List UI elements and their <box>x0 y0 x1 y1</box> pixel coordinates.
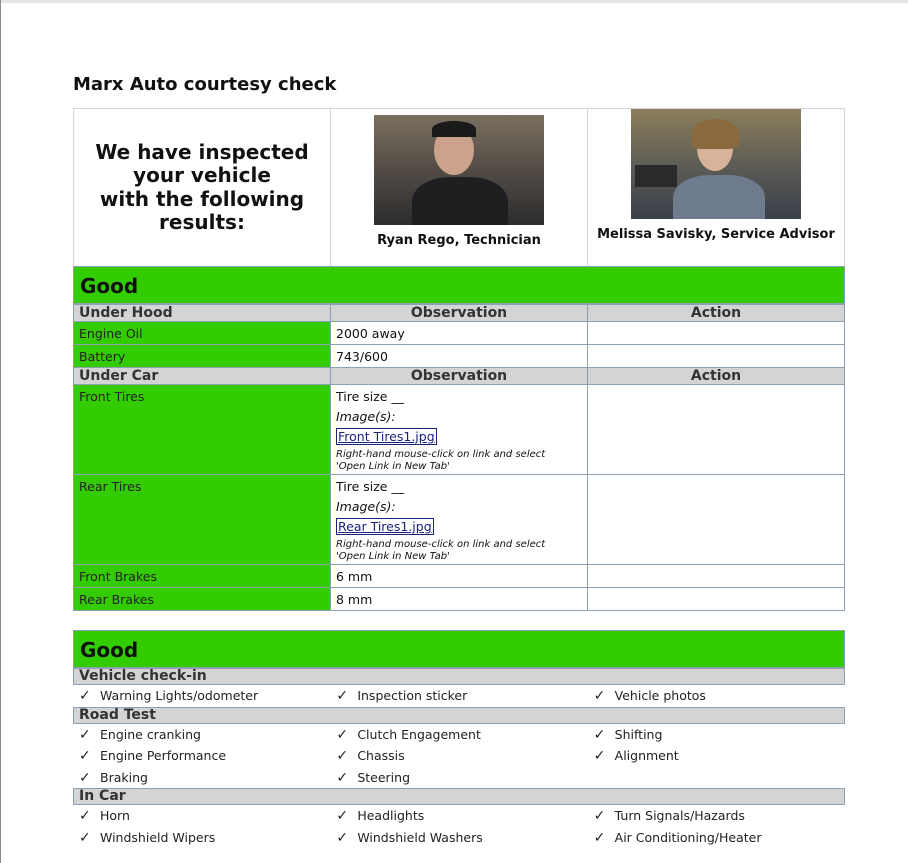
item-label: Front Tires <box>74 385 331 475</box>
list-item <box>73 685 330 707</box>
list-item <box>330 745 587 767</box>
check-list <box>73 805 845 848</box>
check-label: Turn Signals/Hazards <box>614 808 745 823</box>
check-label: Horn <box>100 808 130 823</box>
list-item <box>588 827 845 849</box>
results-section-1 <box>73 266 845 611</box>
checkmark-icon: ✓ <box>79 748 91 764</box>
checkmark-icon: ✓ <box>79 688 91 704</box>
observation-value: 6 mm <box>331 565 588 588</box>
checkmark-icon: ✓ <box>336 808 349 824</box>
observation-value: 8 mm <box>331 588 588 611</box>
check-label: Warning Lights/odometer <box>100 688 259 703</box>
front-tires-image-link[interactable]: Front Tires1.jpg <box>338 429 435 444</box>
technician-cell <box>331 109 588 267</box>
list-item <box>588 805 845 827</box>
action-value <box>588 345 845 368</box>
header-table <box>73 108 845 267</box>
list-item <box>330 805 587 827</box>
action-value <box>588 385 845 475</box>
list-item <box>73 745 330 767</box>
observation-cell <box>331 475 588 565</box>
table-row <box>74 385 845 475</box>
group-header-road-test: Road Test <box>73 707 845 724</box>
column-header-action: Action <box>588 368 845 385</box>
intro-cell <box>74 109 331 267</box>
list-item <box>330 685 587 707</box>
table-row <box>74 475 845 565</box>
check-label: Air Conditioning/Heater <box>614 829 762 845</box>
item-label: Rear Brakes <box>74 588 331 611</box>
intro-line: with the following <box>99 186 305 211</box>
item-label: Front Brakes <box>74 565 331 588</box>
check-label: Windshield Wipers <box>100 829 216 845</box>
list-item <box>588 745 845 767</box>
checkmark-icon: ✓ <box>593 688 606 704</box>
rear-tires-image-link[interactable]: Rear Tires1.jpg <box>338 519 432 534</box>
list-item <box>73 767 330 789</box>
intro-line: We have inspected <box>95 139 309 164</box>
check-label: Vehicle photos <box>614 688 706 703</box>
table-row <box>74 565 845 588</box>
checkmark-icon: ✓ <box>336 769 349 786</box>
checkmark-icon: ✓ <box>336 726 349 743</box>
checkmark-icon: ✓ <box>79 769 91 786</box>
group-header-vehicle-check-in: Vehicle check-in <box>73 668 845 685</box>
check-label: Alignment <box>614 748 679 763</box>
hint-line: Right-hand mouse-click on link and select <box>336 449 546 460</box>
check-label: Engine cranking <box>100 726 201 742</box>
item-label: Engine Oil <box>74 322 331 345</box>
group-header-in-car: In Car <box>73 788 845 805</box>
advisor-photo <box>631 109 801 219</box>
advisor-name: Melissa Savisky, Service Advisor <box>597 227 835 242</box>
checkmark-icon: ✓ <box>593 829 606 846</box>
table-row <box>74 588 845 611</box>
checkmark-icon: ✓ <box>79 829 91 846</box>
list-item <box>330 827 587 849</box>
table-row <box>74 345 845 368</box>
observation-value: 743/600 <box>331 345 588 368</box>
check-label: Clutch Engagement <box>357 726 481 742</box>
hint-line: 'Open Link in New Tab' <box>336 551 450 562</box>
check-label: Braking <box>100 769 148 785</box>
check-label: Headlights <box>357 808 425 823</box>
list-item <box>330 767 587 789</box>
top-edge <box>0 0 908 3</box>
technician-photo <box>374 115 544 225</box>
list-item <box>73 805 330 827</box>
checkmark-icon: ✓ <box>79 726 91 743</box>
checkmark-icon: ✓ <box>593 808 606 824</box>
left-edge <box>0 0 1 863</box>
observation-cell <box>331 385 588 475</box>
action-value <box>588 565 845 588</box>
check-label: Inspection sticker <box>357 688 468 703</box>
list-item <box>588 685 845 707</box>
check-list <box>73 724 845 789</box>
images-label: Image(s): <box>336 409 396 424</box>
list-item <box>73 724 330 746</box>
status-header: Good <box>73 630 845 668</box>
results-section-2 <box>73 630 845 848</box>
group-header-under-hood: Under Hood <box>74 305 331 322</box>
list-item <box>330 724 587 746</box>
check-label: Engine Performance <box>100 748 227 763</box>
check-label: Steering <box>357 769 411 785</box>
checkmark-icon: ✓ <box>593 726 606 743</box>
item-label: Rear Tires <box>74 475 331 565</box>
check-list <box>73 685 845 707</box>
intro-line: results: <box>159 210 245 234</box>
column-header-action: Action <box>588 305 845 322</box>
status-header: Good <box>73 266 845 304</box>
column-header-observation: Observation <box>331 368 588 385</box>
group-header-under-car: Under Car <box>74 368 331 385</box>
checkmark-icon: ✓ <box>79 808 91 824</box>
action-value <box>588 588 845 611</box>
checkmark-icon: ✓ <box>336 688 349 704</box>
check-label: Shifting <box>614 726 663 742</box>
intro-line: your vehicle <box>133 163 271 187</box>
observation-value: 2000 away <box>331 322 588 345</box>
table-row <box>74 322 845 345</box>
list-item <box>73 827 330 849</box>
technician-name: Ryan Rego, Technician <box>377 233 541 248</box>
advisor-cell <box>588 109 845 267</box>
header-block <box>73 108 845 267</box>
action-value <box>588 475 845 565</box>
hint-line: Right-hand mouse-click on link and select <box>336 539 546 550</box>
link-hint <box>336 449 587 473</box>
images-label: Image(s): <box>336 499 396 514</box>
tire-size-text: Tire size __ <box>336 389 404 404</box>
list-item <box>588 724 845 746</box>
checkmark-icon: ✓ <box>336 748 349 764</box>
link-hint <box>336 539 587 563</box>
item-label: Battery <box>74 345 331 368</box>
inspection-table <box>73 304 845 611</box>
page-title: Marx Auto courtesy check <box>73 74 337 95</box>
check-label: Windshield Washers <box>357 829 483 845</box>
column-header-observation: Observation <box>331 305 588 322</box>
action-value <box>588 322 845 345</box>
checkmark-icon: ✓ <box>336 829 349 846</box>
checkmark-icon: ✓ <box>593 748 606 764</box>
hint-line: 'Open Link in New Tab' <box>336 461 450 472</box>
tire-size-text: Tire size __ <box>336 479 404 494</box>
check-label: Chassis <box>357 748 405 763</box>
